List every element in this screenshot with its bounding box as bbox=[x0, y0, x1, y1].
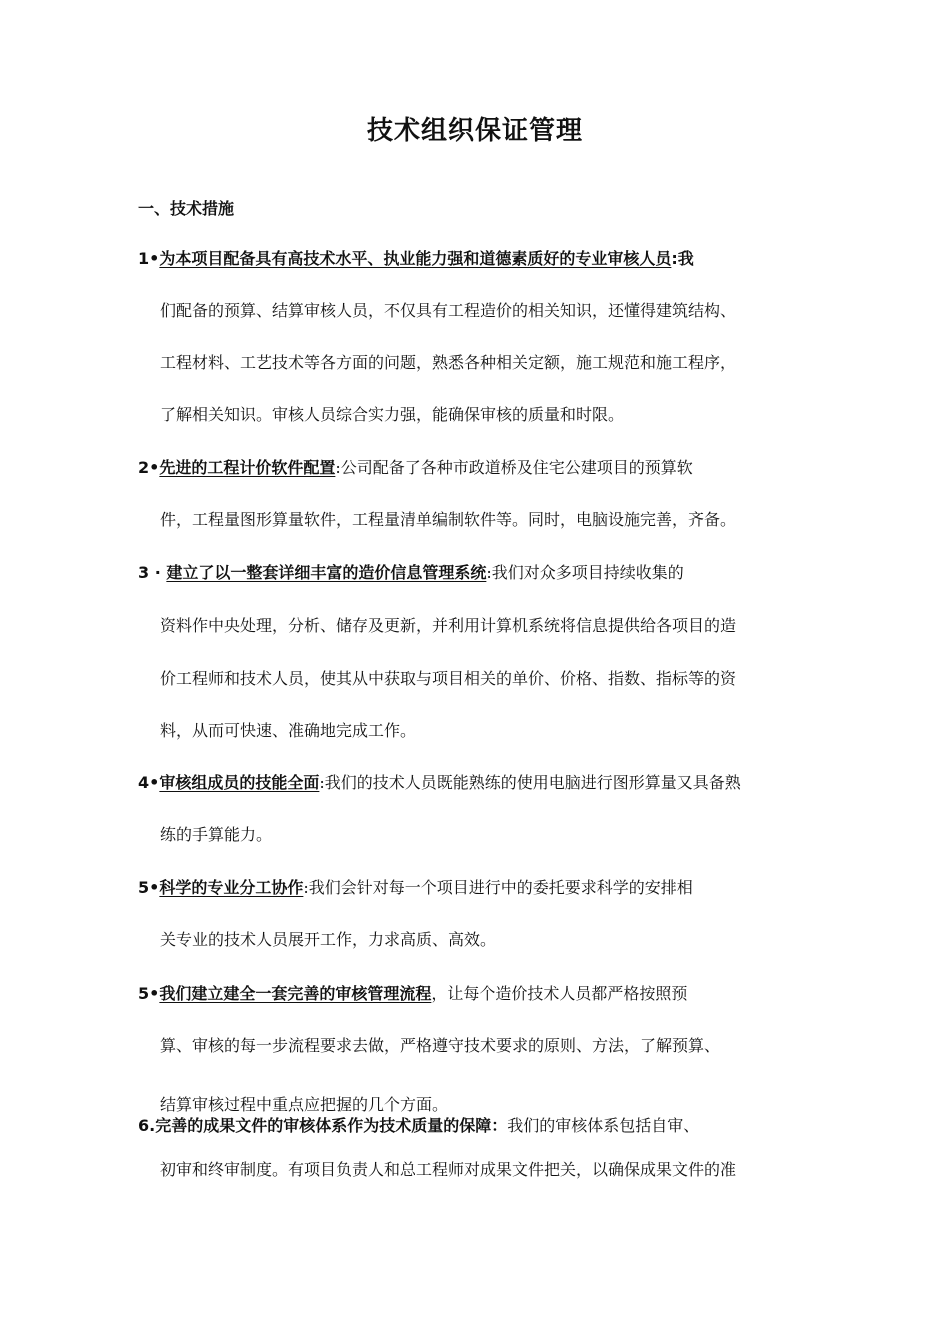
item-3-line-1: 资料作中央处理，分析、储存及更新，并利用计算机系统将信息提供给各项目的造 bbox=[160, 616, 737, 635]
item-6-line-1: 算、审核的每一步流程要求去做，严格遵守技术要求的原则、方法，了解预算、 bbox=[160, 1036, 721, 1055]
item-text-first: 让每个造价技术人员都严格按照预 bbox=[447, 984, 688, 1003]
item-text-first: 公司配备了各种市政道桥及住宅公建项目的预算软 bbox=[340, 458, 693, 477]
item-lead: 完善的成果文件的审核体系作为技术质量的保障 bbox=[155, 1116, 492, 1135]
item-4-heading-line bbox=[138, 772, 741, 794]
item-number: 6. bbox=[138, 1116, 156, 1135]
item-number: 1• bbox=[138, 249, 160, 268]
section-heading: 一、技术措施 bbox=[138, 199, 235, 218]
item-6-line-2: 结算审核过程中重点应把握的几个方面。 bbox=[160, 1095, 449, 1114]
item-number: 5• bbox=[138, 984, 160, 1003]
item-separator: ： bbox=[491, 1116, 508, 1135]
item-lead: 我们建立建全一套完善的审核管理流程 bbox=[159, 984, 432, 1003]
item-text-first: 我们的技术人员既能熟练的使用电脑进行图形算量又具备熟 bbox=[324, 773, 741, 792]
item-1-line-1: 们配备的预算、结算审核人员，不仅具有工程造价的相关知识，还懂得建筑结构、 bbox=[160, 301, 737, 320]
item-1-heading-line bbox=[138, 248, 694, 270]
item-text-first: 我们会针对每一个项目进行中的委托要求科学的安排相 bbox=[308, 878, 693, 897]
item-separator: : bbox=[486, 563, 492, 582]
item-lead: 为本项目配备具有高技术水平、执业能力强和道德素质好的专业审核人员 bbox=[159, 249, 672, 268]
item-1-line-3: 了解相关知识。审核人员综合实力强，能确保审核的质量和时限。 bbox=[160, 405, 625, 424]
item-3-heading-line bbox=[138, 562, 684, 584]
item-5-heading-line bbox=[138, 877, 693, 899]
item-4-line-1: 练的手算能力。 bbox=[160, 825, 273, 844]
item-7-heading-line bbox=[138, 1115, 699, 1137]
item-3-line-3: 料，从而可快速、准确地完成工作。 bbox=[160, 721, 417, 740]
item-2-line-1: 件，工程量图形算量软件，工程量清单编制软件等。同时，电脑设施完善，齐备。 bbox=[160, 510, 737, 529]
item-number: 3 · bbox=[138, 563, 167, 582]
item-lead: 审核组成员的技能全面 bbox=[159, 773, 320, 792]
item-lead: 科学的专业分工协作 bbox=[159, 878, 304, 897]
item-2-heading-line bbox=[138, 457, 693, 479]
item-separator: : bbox=[671, 249, 678, 268]
item-6-heading-line bbox=[138, 983, 687, 1005]
item-1-line-2: 工程材料、工艺技术等各方面的问题，熟悉各种相关定额，施工规范和施工程序， bbox=[160, 353, 737, 372]
item-separator: : bbox=[303, 878, 309, 897]
item-text-tail: 我 bbox=[677, 249, 694, 268]
item-number: 4• bbox=[138, 773, 160, 792]
document-title: 技术组织保证管理 bbox=[366, 116, 583, 146]
item-separator: : bbox=[319, 773, 325, 792]
item-separator: : bbox=[335, 458, 341, 477]
item-text-first: 我们的审核体系包括自审、 bbox=[507, 1116, 700, 1135]
item-5-line-1: 关专业的技术人员展开工作，力求高质、高效。 bbox=[160, 930, 497, 949]
item-lead: 建立了以一整套详细丰富的造价信息管理系统 bbox=[166, 563, 487, 582]
item-text-first: 我们对众多项目持续收集的 bbox=[491, 563, 684, 582]
item-7-line-1: 初审和终审制度。有项目负责人和总工程师对成果文件把关，以确保成果文件的准 bbox=[160, 1160, 737, 1179]
item-number: 2• bbox=[138, 458, 160, 477]
item-3-line-2: 价工程师和技术人员，使其从中获取与项目相关的单价、价格、指数、指标等的资 bbox=[160, 669, 737, 688]
item-separator: ， bbox=[431, 984, 448, 1003]
item-number: 5• bbox=[138, 878, 160, 897]
item-lead: 先进的工程计价软件配置 bbox=[159, 458, 336, 477]
